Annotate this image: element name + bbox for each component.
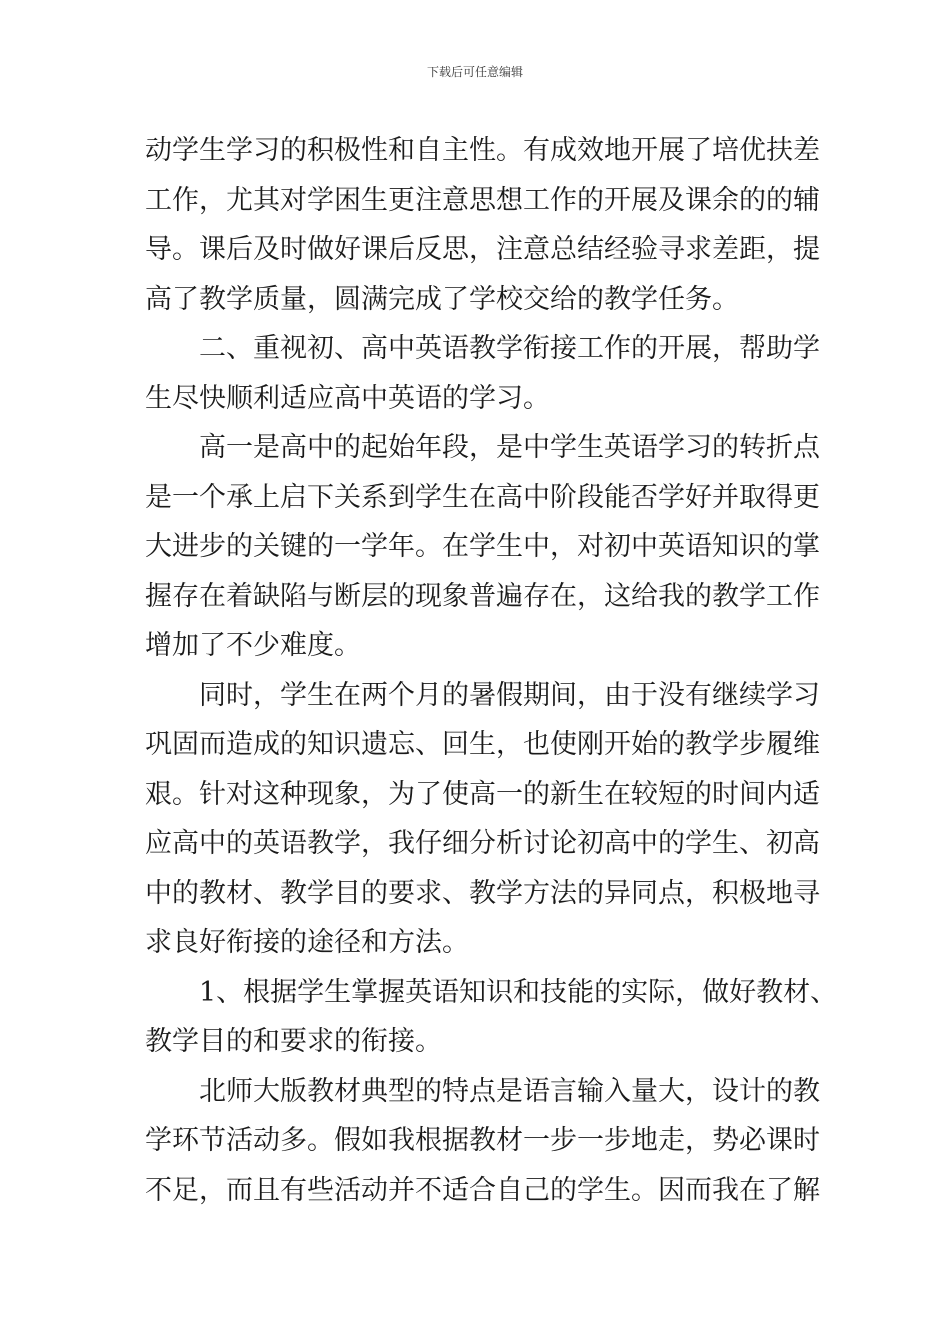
text-line: 北师大版教材典型的特点是语言输入量大，设计的教 (199, 1075, 820, 1107)
text-line: 大进步的关键的一学年。在学生中，对初中英语知识的掌 (145, 531, 820, 562)
text-line: 艰。针对这种现象，为了使高一的新生在较短的时间内适 (145, 778, 820, 810)
text-line: 不足，而且有些活动并不适合自己的学生。因而我在了解 (145, 1174, 820, 1206)
text-line: 求良好衔接的途径和方法。 (145, 927, 469, 958)
text-line: 1、根据学生掌握英语知识和技能的实际，做好教材、 (199, 976, 838, 1008)
text-line: 生尽快顺利适应高中英语的学习。 (145, 382, 550, 414)
text-line: 握存在着缺陷与断层的现象普遍存在，这给我的教学工作 (145, 580, 820, 612)
text-line: 应高中的英语教学，我仔细分析讨论初高中的学生、初高 (145, 828, 820, 859)
text-line: 动学生学习的积极性和自主性。有成效地开展了培优扶差 (145, 135, 820, 166)
text-line: 高一是高中的起始年段，是中学生英语学习的转折点 (199, 432, 820, 463)
text-line: 中的教材、教学目的要求、教学方法的异同点，积极地寻 (145, 877, 820, 909)
text-line: 导。课后及时做好课后反思，注意总结经验寻求差距，提 (145, 234, 820, 265)
page-header: 下载后可任意编辑 (426, 65, 523, 79)
text-line: 同时，学生在两个月的暑假期间，由于没有继续学习 (199, 679, 820, 711)
document-body (145, 126, 838, 1215)
text-line: 高了教学质量，圆满完成了学校交给的教学任务。 (145, 283, 739, 315)
text-line: 增加了不少难度。 (145, 630, 361, 661)
text-line: 是一个承上启下关系到学生在高中阶段能否学好并取得更 (145, 481, 820, 513)
text-line: 工作，尤其对学困生更注意思想工作的开展及课余的的辅 (145, 184, 820, 216)
text-line: 学环节活动多。假如我根据教材一步一步地走，势必课时 (145, 1125, 820, 1156)
text-line: 教学目的和要求的衔接。 (145, 1026, 442, 1057)
text-line: 巩固而造成的知识遗忘、回生，也使刚开始的教学步履维 (145, 729, 820, 760)
text-line: 二、重视初、高中英语教学衔接工作的开展，帮助学 (199, 333, 820, 364)
